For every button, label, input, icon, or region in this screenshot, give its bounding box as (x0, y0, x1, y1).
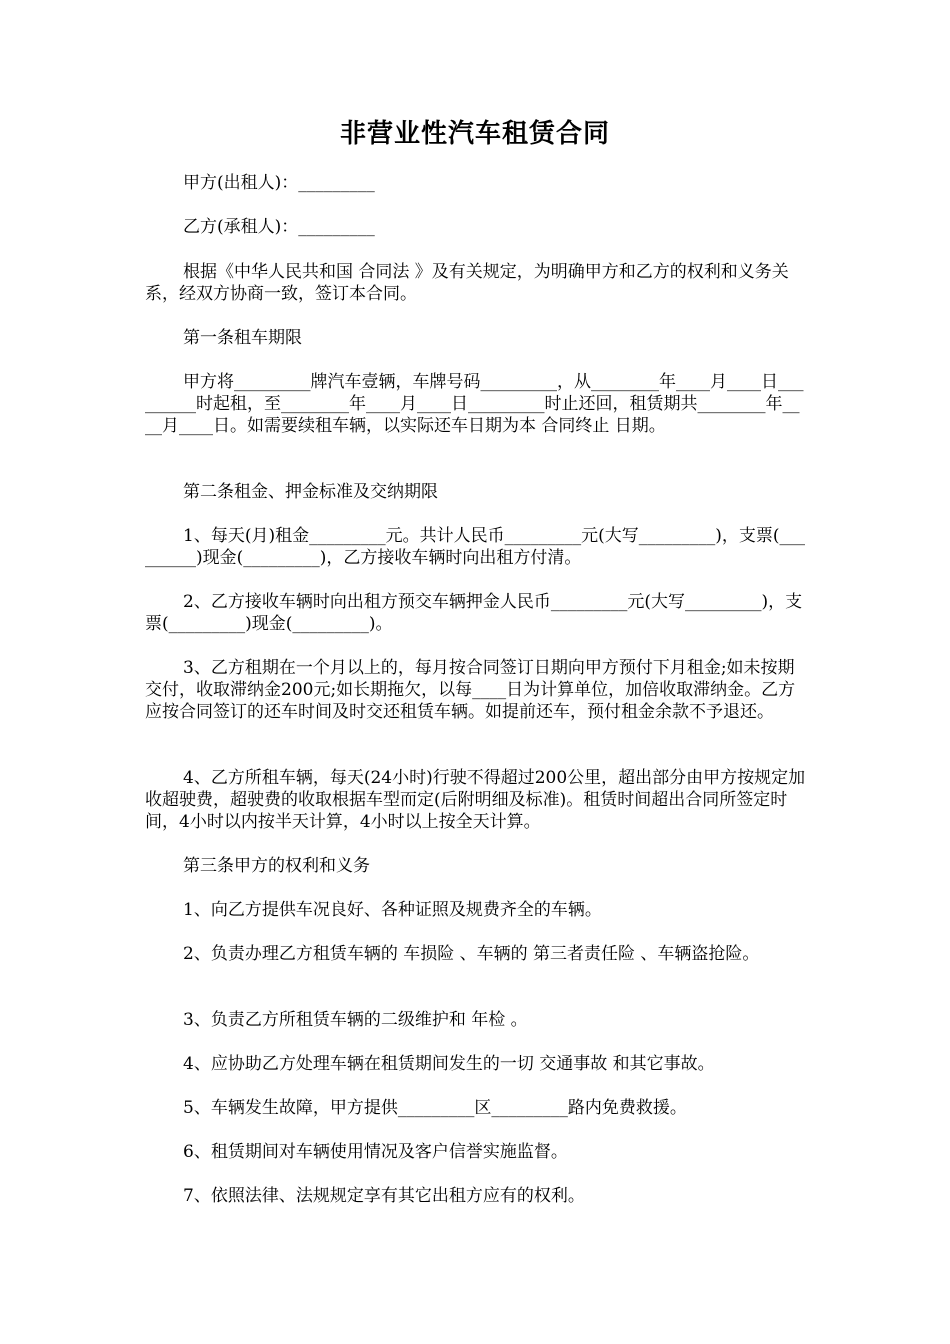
article-3-clause-2: 2、负责办理乙方租赁车辆的 车损险 、车辆的 第三者责任险 、车辆盗抢险。 (183, 944, 760, 964)
preamble-paragraph: 根据《中华人民共和国 合同法 》及有关规定，为明确甲方和乙方的权利和义务关系，经双方协商一致，签订本合同。 (145, 262, 789, 304)
party-b-line: 乙方(承租人)：_________ (183, 217, 375, 237)
article-3-clause-4: 4、应协助乙方处理车辆在租赁期间发生的一切 交通事故 和其它事故。 (183, 1054, 715, 1074)
article-1-body: 甲方将_________牌汽车壹辆，车牌号码_________，从________年____月____日_________时起租，至________年____月____日_________时止还回，租赁期共________年____月____日。如需要续租车辆，以实际还车日期为本 合同终止 日期。 (145, 372, 804, 436)
article-3-clause-3: 3、负责乙方所租赁车辆的二级维护和 年检 。 (183, 1010, 528, 1030)
article-2-clause-2: 2、乙方接收车辆时向出租方预交车辆押金人民币_________元(大写_________)，支票(_________)现金(_________)。 (145, 592, 803, 634)
article-2-clause-3: 3、乙方租期在一个月以上的，每月按合同签订日期向甲方预付下月租金;如未按期交付，收取滞纳金200元;如长期拖欠，以每____日为计算单位，加倍收取滞纳金。乙方应按合同签订的还车时间及时交还租赁车辆。如提前还车，预付租金余款不予退还。 (145, 658, 796, 722)
article-3-heading: 第三条甲方的权利和义务 (183, 856, 370, 876)
article-3-clause-7: 7、依照法律、法规规定享有其它出租方应有的权利。 (183, 1186, 585, 1206)
article-2-heading: 第二条租金、押金标准及交纳期限 (183, 482, 438, 502)
article-3-clause-6: 6、租赁期间对车辆使用情况及客户信誉实施监督。 (183, 1142, 568, 1162)
article-2-clause-1: 1、每天(月)租金_________元。共计人民币_________元(大写_________)，支票(_________)现金(_________)，乙方接收车辆时向出租方付清。 (145, 526, 805, 568)
article-3-clause-5: 5、车辆发生故障，甲方提供_________区_________路内免费救援。 (183, 1098, 687, 1118)
party-a-line: 甲方(出租人)：_________ (183, 173, 375, 193)
document-title: 非营业性汽车租赁合同 (339, 119, 610, 149)
article-2-clause-4: 4、乙方所租车辆，每天(24小时)行驶不得超过200公里，超出部分由甲方按规定加收超驶费，超驶费的收取根据车型而定(后附明细及标准)。租赁时间超出合同所签定时间，4小时以内按半天计算，4小时以上按全天计算。 (145, 768, 806, 832)
article-1-heading: 第一条租车期限 (183, 328, 302, 348)
article-3-clause-1: 1、向乙方提供车况良好、各种证照及规费齐全的车辆。 (183, 900, 602, 920)
